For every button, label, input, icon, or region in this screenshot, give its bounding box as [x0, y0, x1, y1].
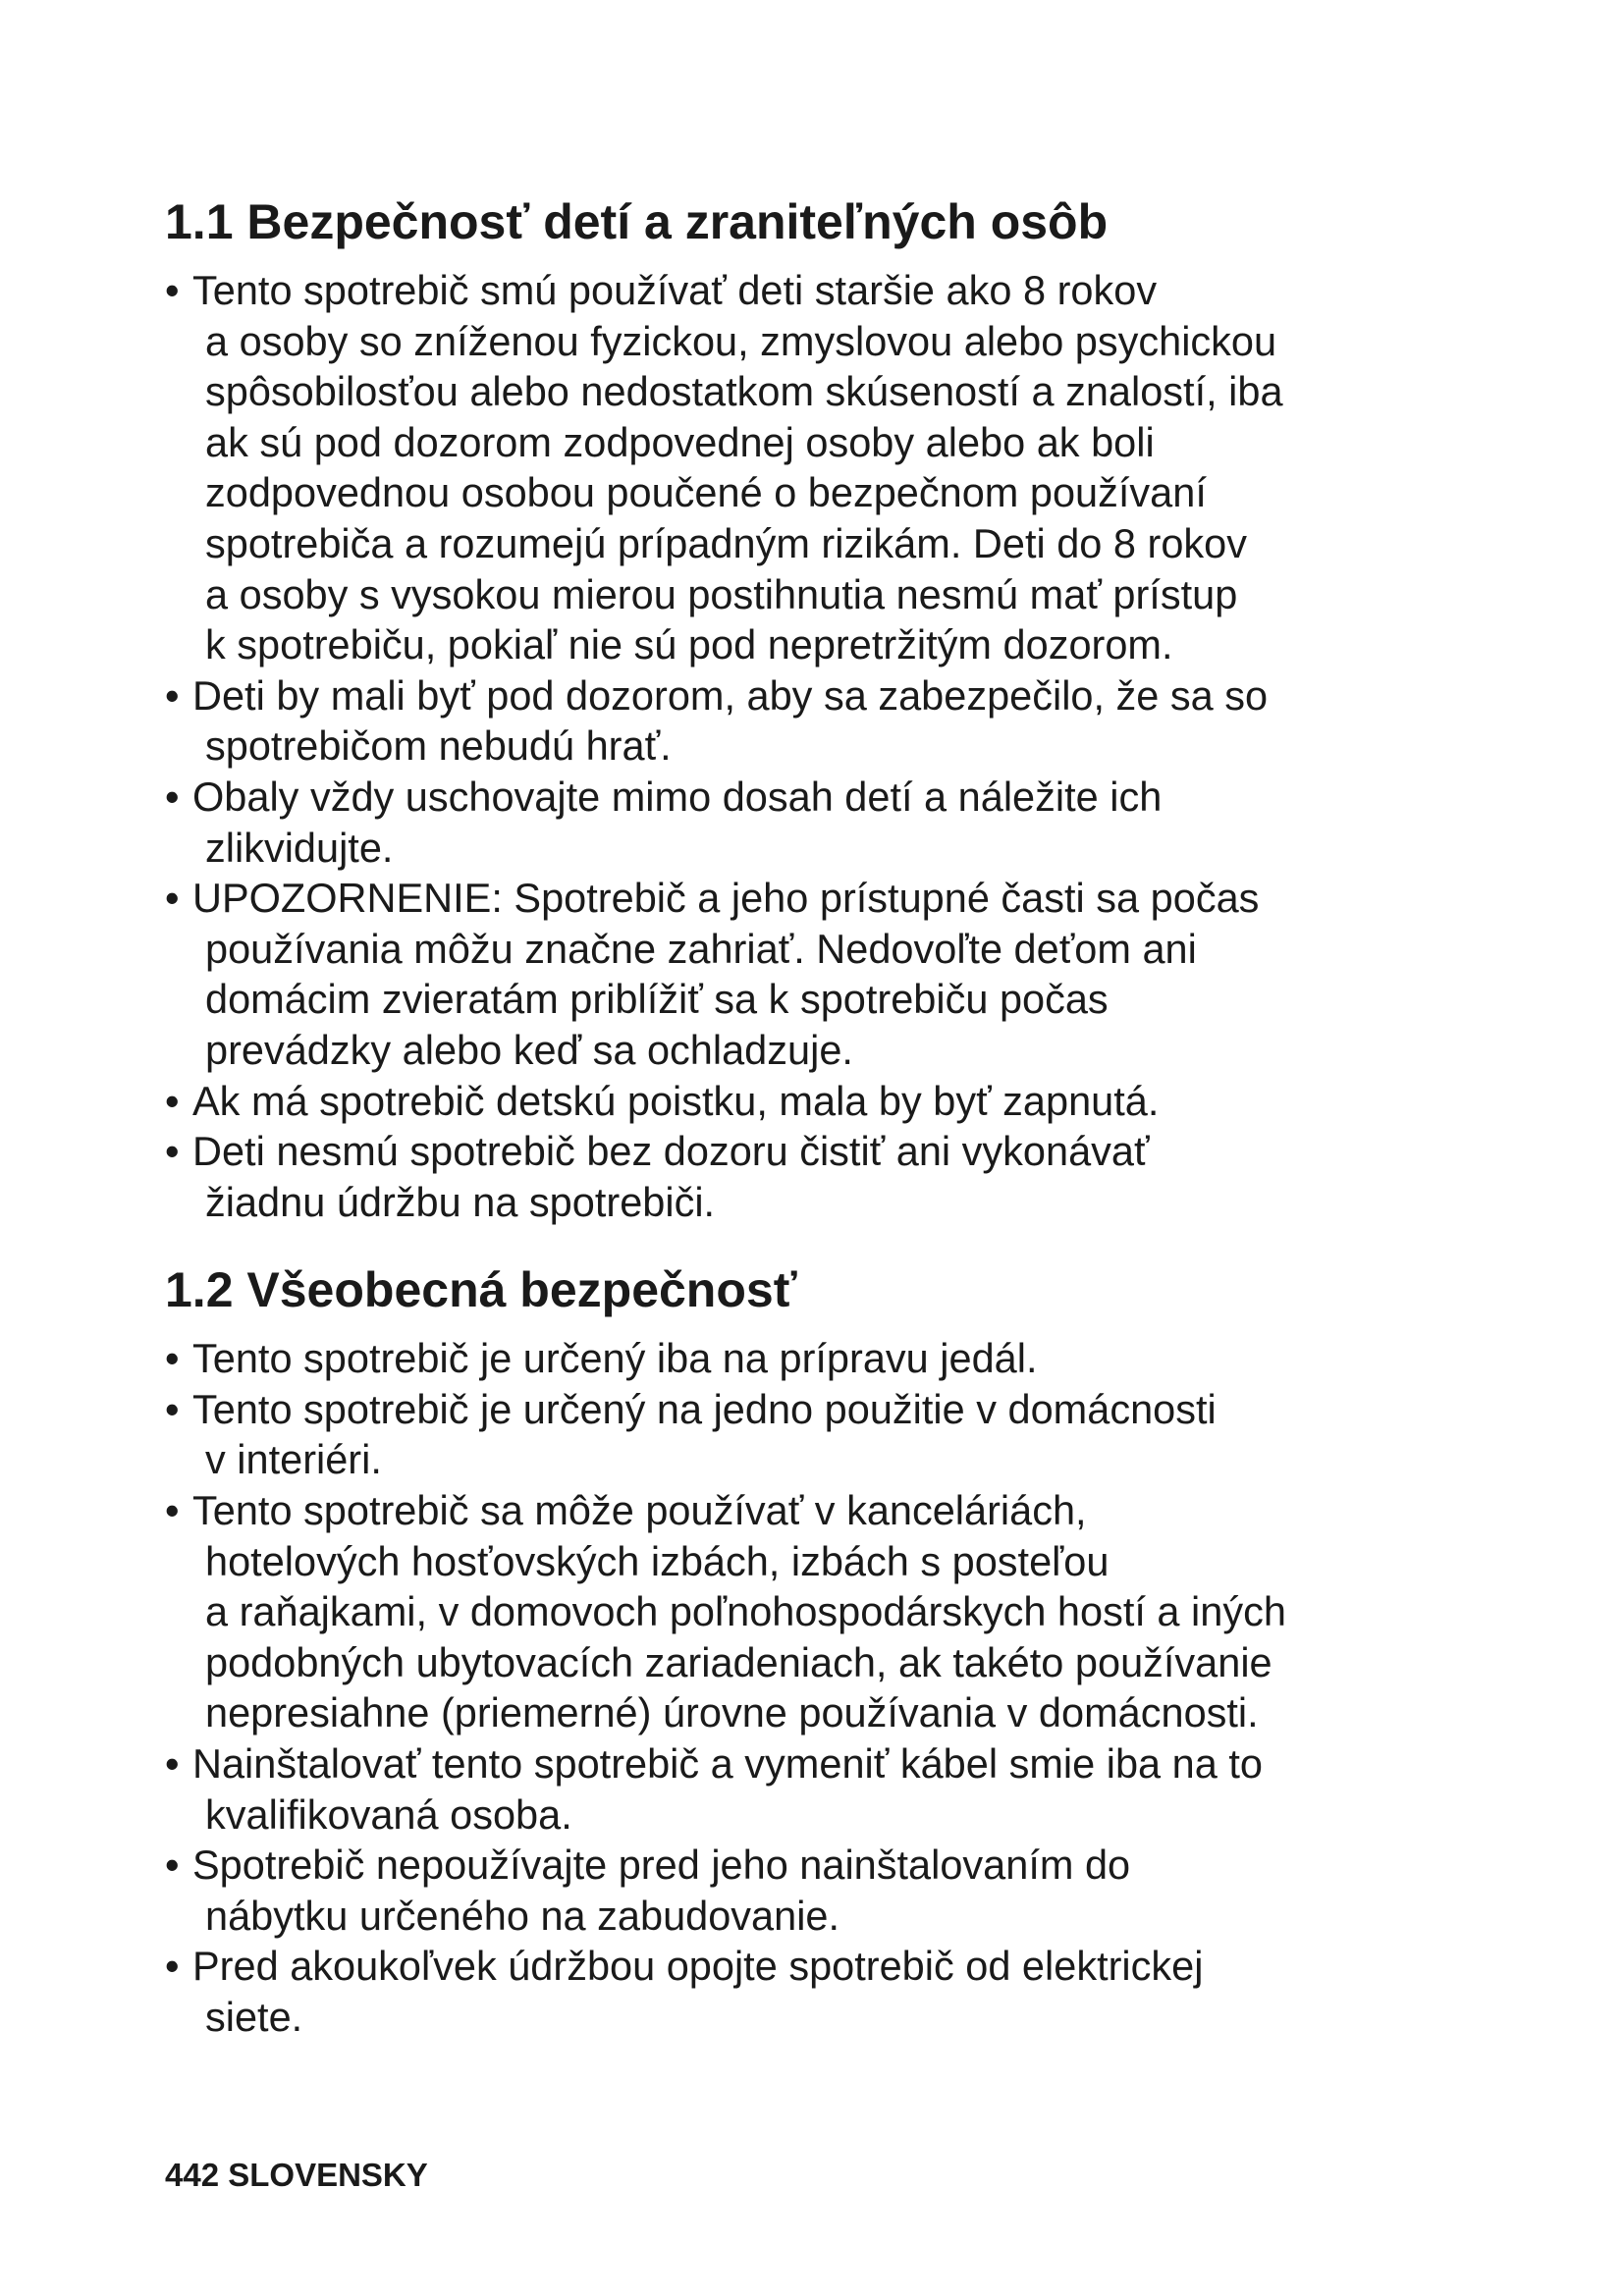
bullet-icon: • [165, 1842, 180, 1889]
list-item [165, 670, 1481, 772]
bullet-list-general-safety [165, 1333, 1481, 2042]
bullet-icon: • [165, 1335, 180, 1382]
text-line: hotelových hosťovských izbách, izbách s posteľou [205, 1537, 1110, 1584]
list-item [165, 1333, 1481, 1384]
text-line: nábytku určeného na zabudovanie. [205, 1892, 840, 1939]
bullet-icon: • [165, 671, 180, 719]
text-line: ak sú pod dozorom zodpovednej osoby alebo ak boli [205, 418, 1155, 465]
text-line: Ak má spotrebič detskú poistku, mala by byť zapnutá. [192, 1077, 1160, 1124]
text-line: kvalifikovaná osoba. [205, 1790, 572, 1838]
text-line: Deti nesmú spotrebič bez dozoru čistiť ani vykonávať [192, 1128, 1150, 1175]
text-line: a osoby s vysokou mierou postihnutia nesmú mať prístup [205, 570, 1238, 617]
list-item [165, 1076, 1481, 1127]
text-line: v interiéri. [205, 1436, 382, 1483]
text-line: Tento spotrebič smú používať deti staršie ako 8 rokov [192, 267, 1158, 313]
text-line: a raňajkami, v domovoch poľnohospodárskych hostí a iných [205, 1588, 1286, 1635]
bullet-icon: • [165, 1077, 180, 1124]
list-item [165, 1126, 1481, 1227]
bullet-icon: • [165, 773, 180, 820]
bullet-icon: • [165, 875, 180, 922]
text-line: Deti by mali byť pod dozorom, aby sa zabezpečilo, že sa so [192, 671, 1269, 719]
bullet-icon: • [165, 1943, 180, 1990]
text-line: Tento spotrebič je určený na jedno použitie v domácnosti [192, 1385, 1217, 1432]
list-item [165, 1738, 1481, 1840]
text-line: spotrebiča a rozumejú prípadným rizikám. Deti do 8 rokov [205, 519, 1248, 566]
text-line: žiadnu údržbu na spotrebiči. [205, 1178, 716, 1225]
list-item [165, 772, 1481, 873]
page-footer: 442 SLOVENSKY [165, 2157, 428, 2193]
list-item [165, 1384, 1481, 1485]
text-line: k spotrebiču, pokiaľ nie sú pod nepretržitým dozorom. [205, 621, 1173, 668]
bullet-list-child-safety [165, 265, 1481, 1227]
text-line: Nainštalovať tento spotrebič a vymeniť kábel smie iba na to [192, 1740, 1263, 1788]
list-item [165, 1840, 1481, 1941]
text-line: zodpovednou osobou poučené o bezpečnom používaní [205, 469, 1207, 516]
text-line: Tento spotrebič sa môže používať v kanceláriách, [192, 1487, 1087, 1534]
bullet-icon: • [165, 1487, 180, 1534]
text-line: spotrebičom nebudú hrať. [205, 722, 672, 770]
text-line: používania môžu značne zahriať. Nedovoľte deťom ani [205, 925, 1197, 972]
text-line: spôsobilosťou alebo nedostatkom skúseností a znalostí, iba [205, 368, 1283, 415]
bullet-icon: • [165, 1740, 180, 1788]
list-item [165, 1485, 1481, 1738]
list-item [165, 1941, 1481, 2042]
text-line: nepresiahne (priemerné) úrovne používania v domácnosti. [205, 1689, 1259, 1736]
text-line: prevádzky alebo keď sa ochladzuje. [205, 1026, 853, 1073]
text-line: domácim zvieratám priblížiť sa k spotrebiču počas [205, 976, 1109, 1023]
section-heading-general-safety: 1.2 Všeobecná bezpečnosť [165, 1262, 797, 1318]
text-line: Spotrebič nepoužívajte pred jeho nainštalovaním do [192, 1842, 1131, 1889]
text-line: zlikvidujte. [205, 824, 394, 871]
text-line: a osoby so zníženou fyzickou, zmyslovou alebo psychickou [205, 317, 1277, 364]
text-line: podobných ubytovacích zariadeniach, ak takéto používanie [205, 1638, 1272, 1685]
list-item [165, 265, 1481, 670]
page-content [165, 192, 1481, 2043]
section-heading-child-safety: 1.1 Bezpečnosť detí a zraniteľných osôb [165, 194, 1109, 249]
bullet-icon: • [165, 1128, 180, 1175]
text-line: siete. [205, 1994, 303, 2040]
text-line: Obaly vždy uschovajte mimo dosah detí a náležite ich [192, 773, 1163, 820]
bullet-icon: • [165, 1385, 180, 1432]
bullet-icon: • [165, 267, 180, 313]
text-line: UPOZORNENIE: Spotrebič a jeho prístupné časti sa počas [192, 875, 1260, 922]
list-item [165, 873, 1481, 1075]
text-line: Pred akoukoľvek údržbou opojte spotrebič od elektrickej [192, 1943, 1204, 1990]
text-line: Tento spotrebič je určený iba na prípravu jedál. [192, 1335, 1038, 1382]
